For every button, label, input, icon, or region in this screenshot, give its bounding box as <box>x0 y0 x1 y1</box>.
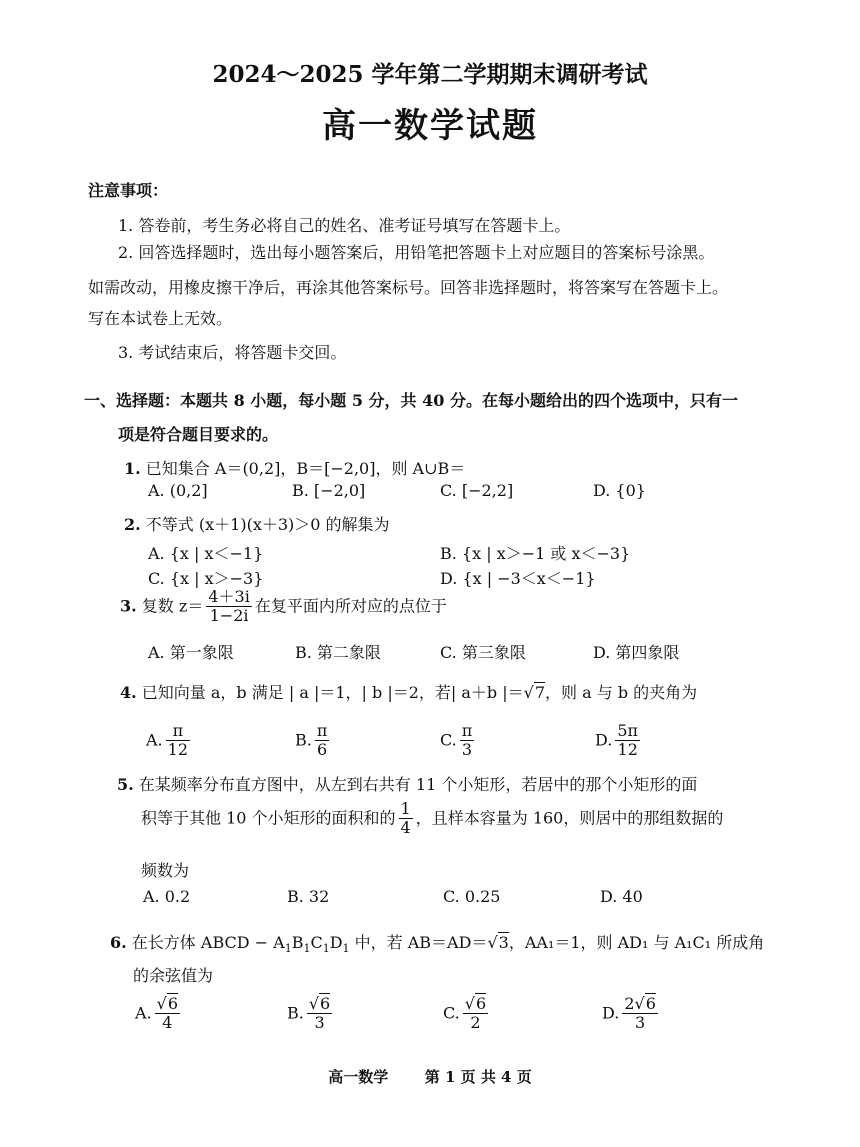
fraction-numerator: 4＋3i <box>208 587 250 606</box>
question-5-line3: 频数为 <box>141 861 190 880</box>
q4-option-b: B. $\frac{\pi}{6}$ <box>295 721 328 760</box>
question-3 <box>120 588 447 626</box>
q5-option-a: A. 0.2 <box>143 887 191 906</box>
question-4: 4. 已知向量 a，b 满足 | a |＝1，| b |＝2，若| a＋b |＝√7，则 a 与 b 的夹角为 <box>120 683 698 702</box>
footer-page-info: 第 1 页 共 4 页 <box>424 1068 532 1086</box>
q1-option-c: C. [−2,2] <box>440 481 514 500</box>
q5-option-c: C. 0.25 <box>443 887 501 906</box>
question-number: 1. <box>124 459 141 478</box>
q4-option-a: A. $\frac{\pi}{12}$ <box>146 721 188 760</box>
notice-item-1: 1. 答卷前，考生务必将自己的姓名、准考证号填写在答题卡上。 <box>118 216 571 235</box>
q4-option-d: D. $\frac{5\pi}{12}$ <box>595 721 639 760</box>
section-1-heading-line1: 一、选择题：本题共 8 小题，每小题 5 分，共 40 分。在每小题给出的四个选项中，只有一 <box>84 391 738 410</box>
question-number: 4. <box>120 683 137 702</box>
footer-subject: 高一数学 <box>328 1068 389 1086</box>
complex-fraction <box>206 588 251 626</box>
question-stem-pre: 已知向量 a，b 满足 | a |＝1，| b |＝2，若| a＋b |＝ <box>141 683 524 702</box>
notice-item-2-line3: 写在本试卷上无效。 <box>88 309 233 328</box>
q3-option-c: C. 第三象限 <box>440 643 526 662</box>
paper-title: 高一数学试题 <box>322 106 538 146</box>
q6-option-b: B. $\frac{√6}{3}$ <box>287 994 331 1033</box>
q2-option-d: D. {x | −3＜x＜−1} <box>440 569 596 588</box>
q6-option-c: C. $\frac{√6}{2}$ <box>443 994 487 1033</box>
question-stem-post: ，则 a 与 b 的夹角为 <box>545 683 698 702</box>
q3-option-a: A. 第一象限 <box>148 643 234 662</box>
q1-option-a: A. (0,2] <box>148 481 208 500</box>
question-6-line1: 6. 在长方体 ABCD − $A_1B_1C_1D_1$ 中，若 AB＝AD＝√3，AA₁＝1，则 AD₁ 与 A₁C₁ 所成角 <box>110 933 765 956</box>
q3-option-d: D. 第四象限 <box>593 643 680 662</box>
notice-heading: 注意事项： <box>88 181 169 200</box>
q2-option-a: A. {x | x＜−1} <box>148 544 264 563</box>
question-number: 2. <box>124 515 141 534</box>
section-1-heading-line2: 项是符合题目要求的。 <box>118 425 279 444</box>
question-stem: 已知集合 A＝(0,2]，B＝[−2,0]，则 A∪B＝ <box>145 459 466 478</box>
q2-option-c: C. {x | x＞−3} <box>148 569 264 588</box>
question-number: 5. <box>117 775 134 794</box>
fraction-denominator: 1−2i <box>209 606 249 626</box>
q4-option-c: C. $\frac{\pi}{3}$ <box>440 721 473 760</box>
notice-item-3: 3. 考试结束后，将答题卡交回。 <box>118 343 347 362</box>
q1-option-d: D. {0} <box>593 481 646 500</box>
question-2 <box>124 512 390 535</box>
q2-option-b: B. {x | x＞−1 或 x＜−3} <box>440 544 631 563</box>
notice-item-2-line2: 如需改动，用橡皮擦干净后，再涂其他答案标号。回答非选择题时，将答案写在答题卡上。 <box>88 278 729 297</box>
q5-option-d: D. 40 <box>600 887 643 906</box>
page-footer <box>0 1066 860 1087</box>
question-5-line2: 积等于其他 10 个小矩形的面积和的 $\frac{1}{4}$ ，且样本容量为 160，则居中的那组数据的 <box>141 799 724 838</box>
q3-option-b: B. 第二象限 <box>295 643 381 662</box>
question-stem-pre: 复数 z＝ <box>141 596 204 616</box>
q6-option-a: A. $\frac{√6}{4}$ <box>135 994 179 1033</box>
q5-option-b: B. 32 <box>287 887 330 906</box>
question-6-line2: 的余弦值为 <box>133 966 214 985</box>
q6-option-d: D. $\frac{2√6}{3}$ <box>602 994 656 1033</box>
question-stem-post: 在复平面内所对应的点位于 <box>254 596 447 616</box>
question-5-line1: 5. 在某频率分布直方图中，从左到右共有 11 个小矩形，若居中的那个小矩形的面 <box>117 775 698 794</box>
question-1 <box>124 456 465 479</box>
question-number: 3. <box>120 596 137 616</box>
exam-title: 2024～2025 学年第二学期期末调研考试 <box>212 61 648 88</box>
notice-item-2-line1: 2. 回答选择题时，选出每小题答案后，用铅笔把答题卡上对应题目的答案标号涂黑。 <box>118 243 715 262</box>
q1-option-b: B. [−2,0] <box>292 481 366 500</box>
sqrt-value: 7 <box>534 683 546 702</box>
question-number: 6. <box>110 933 127 952</box>
question-stem: 不等式 (x＋1)(x＋3)＞0 的解集为 <box>145 515 390 534</box>
